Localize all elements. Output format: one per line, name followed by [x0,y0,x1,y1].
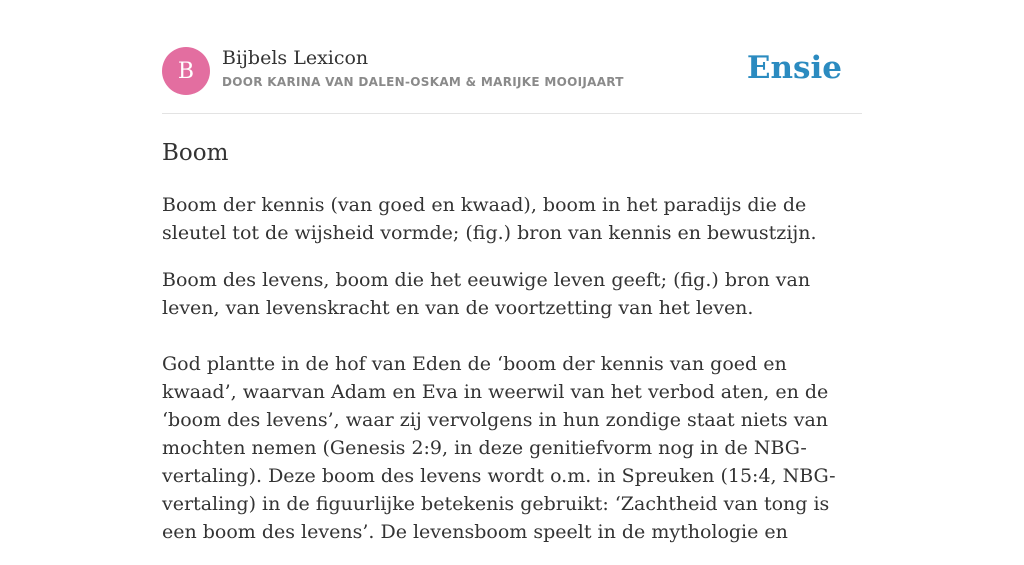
definition-paragraph-2: Boom des levens, boom die het eeuwige leven geeft; (fig.) bron van leven, van levenskracht en van de voortzetting van het leven. [162,269,811,319]
entry-title: Boom [162,140,229,166]
explanation-paragraph: God plantte in de hof van Eden de ‘boom der kennis van goed en kwaad’, waarvan Adam en Eva in weerwil van het verbod aten, en de ‘boom des levens’, waar zij vervolgens in hun zondige staat niets van mochten nemen (Genesis 2:9, in deze genitiefvorm nog in de NBG-vertaling). Deze boom des levens wordt o.m. in Spreuken (15:4, NBG-vertaling) in de figuurlijke betekenis gebruikt: ‘Zachtheid van tong is een boom des levens’. De levensboom speelt in de mythologie en [162,353,836,543]
definition-paragraph-1: Boom der kennis (van goed en kwaad), boom in het paradijs die de sleutel tot de wijsheid vormde; (fig.) bron van kennis en bewustzijn. [162,194,817,244]
book-header [162,47,862,114]
book-authors: DOOR KARINA VAN DALEN-OSKAM & MARIJKE MOOIJAART [222,75,624,89]
entry-article [162,134,862,565]
book-title[interactable]: Bijbels Lexicon [222,47,369,69]
avatar-letter: B [177,58,195,84]
ensie-logo[interactable]: Ensie [746,50,842,86]
book-avatar[interactable] [162,47,210,95]
